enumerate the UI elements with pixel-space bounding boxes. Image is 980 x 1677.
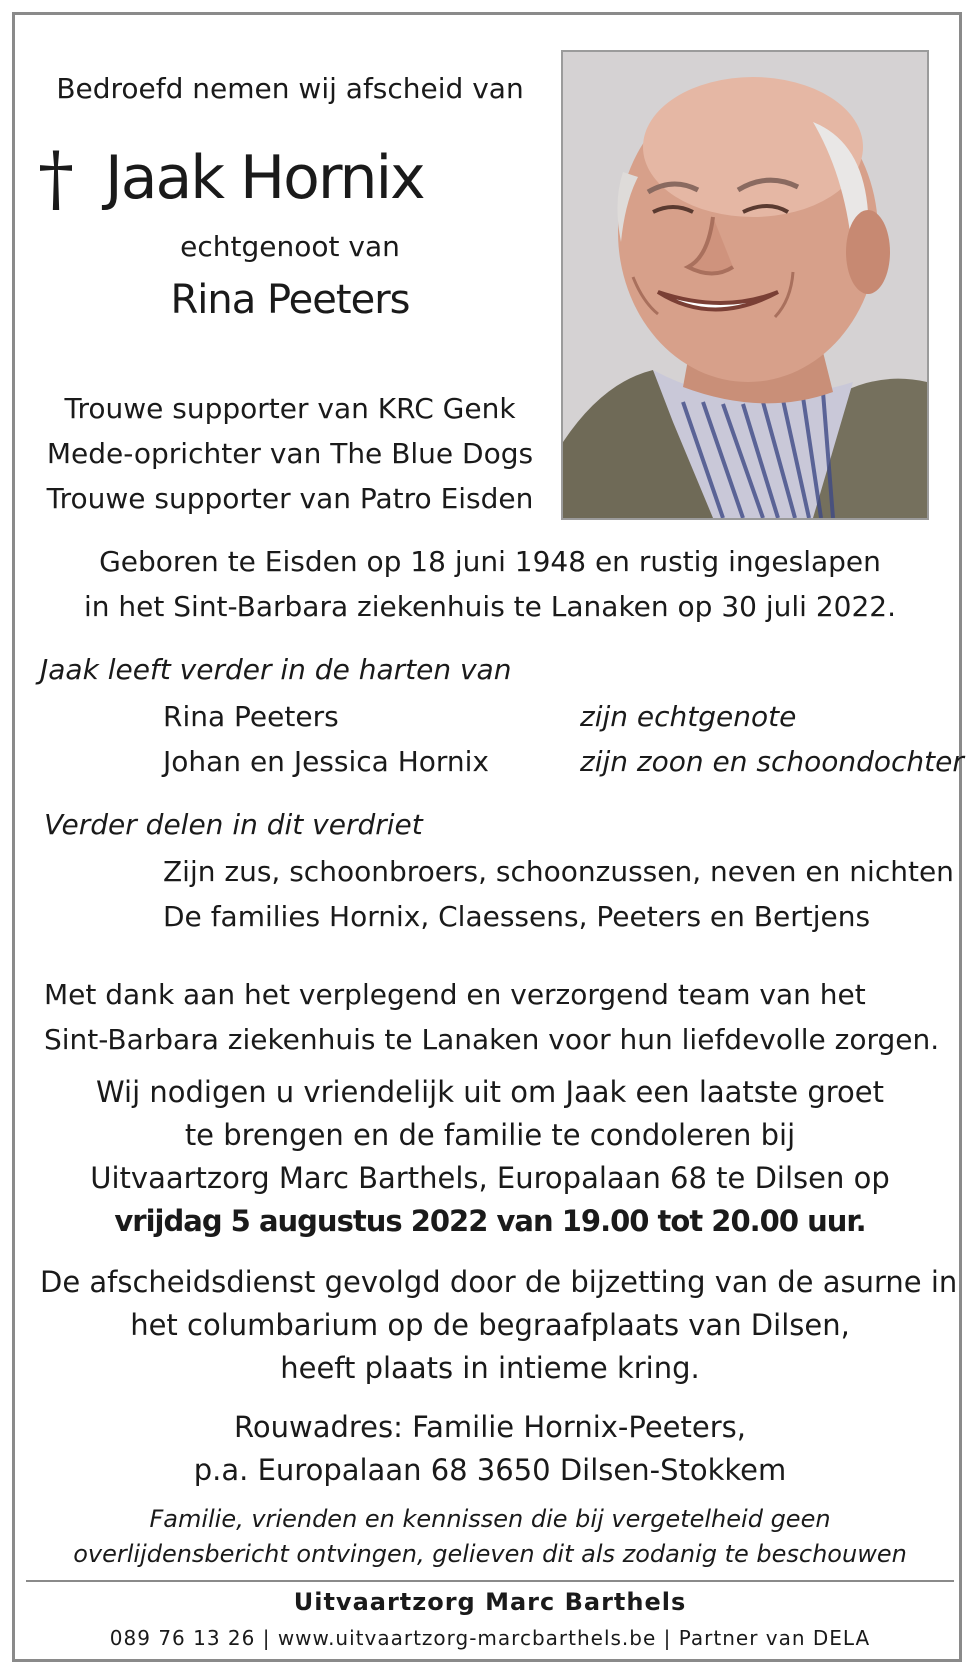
survivor-name: Rina Peeters [163,700,339,733]
spouse-name: Rina Peeters [170,277,410,323]
survivor-relation: zijn zoon en schoondochter [580,745,964,778]
survivor-relation: zijn echtgenote [580,700,797,733]
portrait-illustration [563,52,927,518]
intro-text: Bedroefd nemen wij afscheid van [56,72,524,105]
address-line: p.a. Europalaan 68 3650 Dilsen-Stokkem [193,1453,787,1487]
survivors-heading: Jaak leeft verder in de harten van [40,653,512,686]
grief-line: De families Hornix, Claessens, Peeters en Bertjens [163,900,871,933]
grief-heading: Verder delen in dit verdriet [44,808,423,841]
birth-line: Geboren te Eisden op 18 juni 1948 en rustig ingeslapen [99,545,881,578]
address-line: Rouwadres: Familie Hornix-Peeters, [234,1410,746,1444]
funeral-home-name: Uitvaartzorg Marc Barthels [293,1588,687,1616]
service-line: heeft plaats in intieme kring. [280,1351,700,1385]
portrait-photo [561,50,929,520]
service-line: De afscheidsdienst gevolgd door de bijzetting van de asurne in [40,1265,958,1299]
closing-note-line: overlijdensbericht ontvingen, gelieven dit als zodanig te beschouwen [73,1540,907,1568]
thanks-line: Met dank aan het verplegend en verzorgend team van het [44,978,866,1011]
invite-line: Uitvaartzorg Marc Barthels, Europalaan 68 te Dilsen op [90,1161,890,1195]
footer-divider [26,1580,954,1582]
invite-line: te brengen en de familie te condoleren bij [184,1118,796,1152]
cross-icon: † [38,136,74,220]
thanks-line: Sint-Barbara ziekenhuis te Lanaken voor hun liefdevolle zorgen. [44,1023,940,1056]
survivor-name: Johan en Jessica Hornix [163,745,490,778]
closing-note-line: Familie, vrienden en kennissen die bij vergetelheid geen [149,1505,831,1533]
supporter-line: Trouwe supporter van Patro Eisden [46,482,534,515]
invite-line: Wij nodigen u vriendelijk uit om Jaak een laatste groet [96,1075,884,1109]
spouse-intro: echtgenoot van [180,230,400,263]
supporter-line: Mede-oprichter van The Blue Dogs [46,437,534,470]
funeral-home-contact: 089 76 13 26 | www.uitvaartzorg-marcbarthels.be | Partner van DELA [109,1626,871,1650]
death-line: in het Sint-Barbara ziekenhuis te Lanaken op 30 juli 2022. [83,590,897,623]
grief-line: Zijn zus, schoonbroers, schoonzussen, neven en nichten [163,855,954,888]
visitation-date: vrijdag 5 augustus 2022 van 19.00 tot 20.00 uur. [114,1204,866,1238]
deceased-name: Jaak Hornix [105,143,424,213]
supporter-line: Trouwe supporter van KRC Genk [64,392,516,425]
service-line: het columbarium op de begraafplaats van Dilsen, [130,1308,850,1342]
